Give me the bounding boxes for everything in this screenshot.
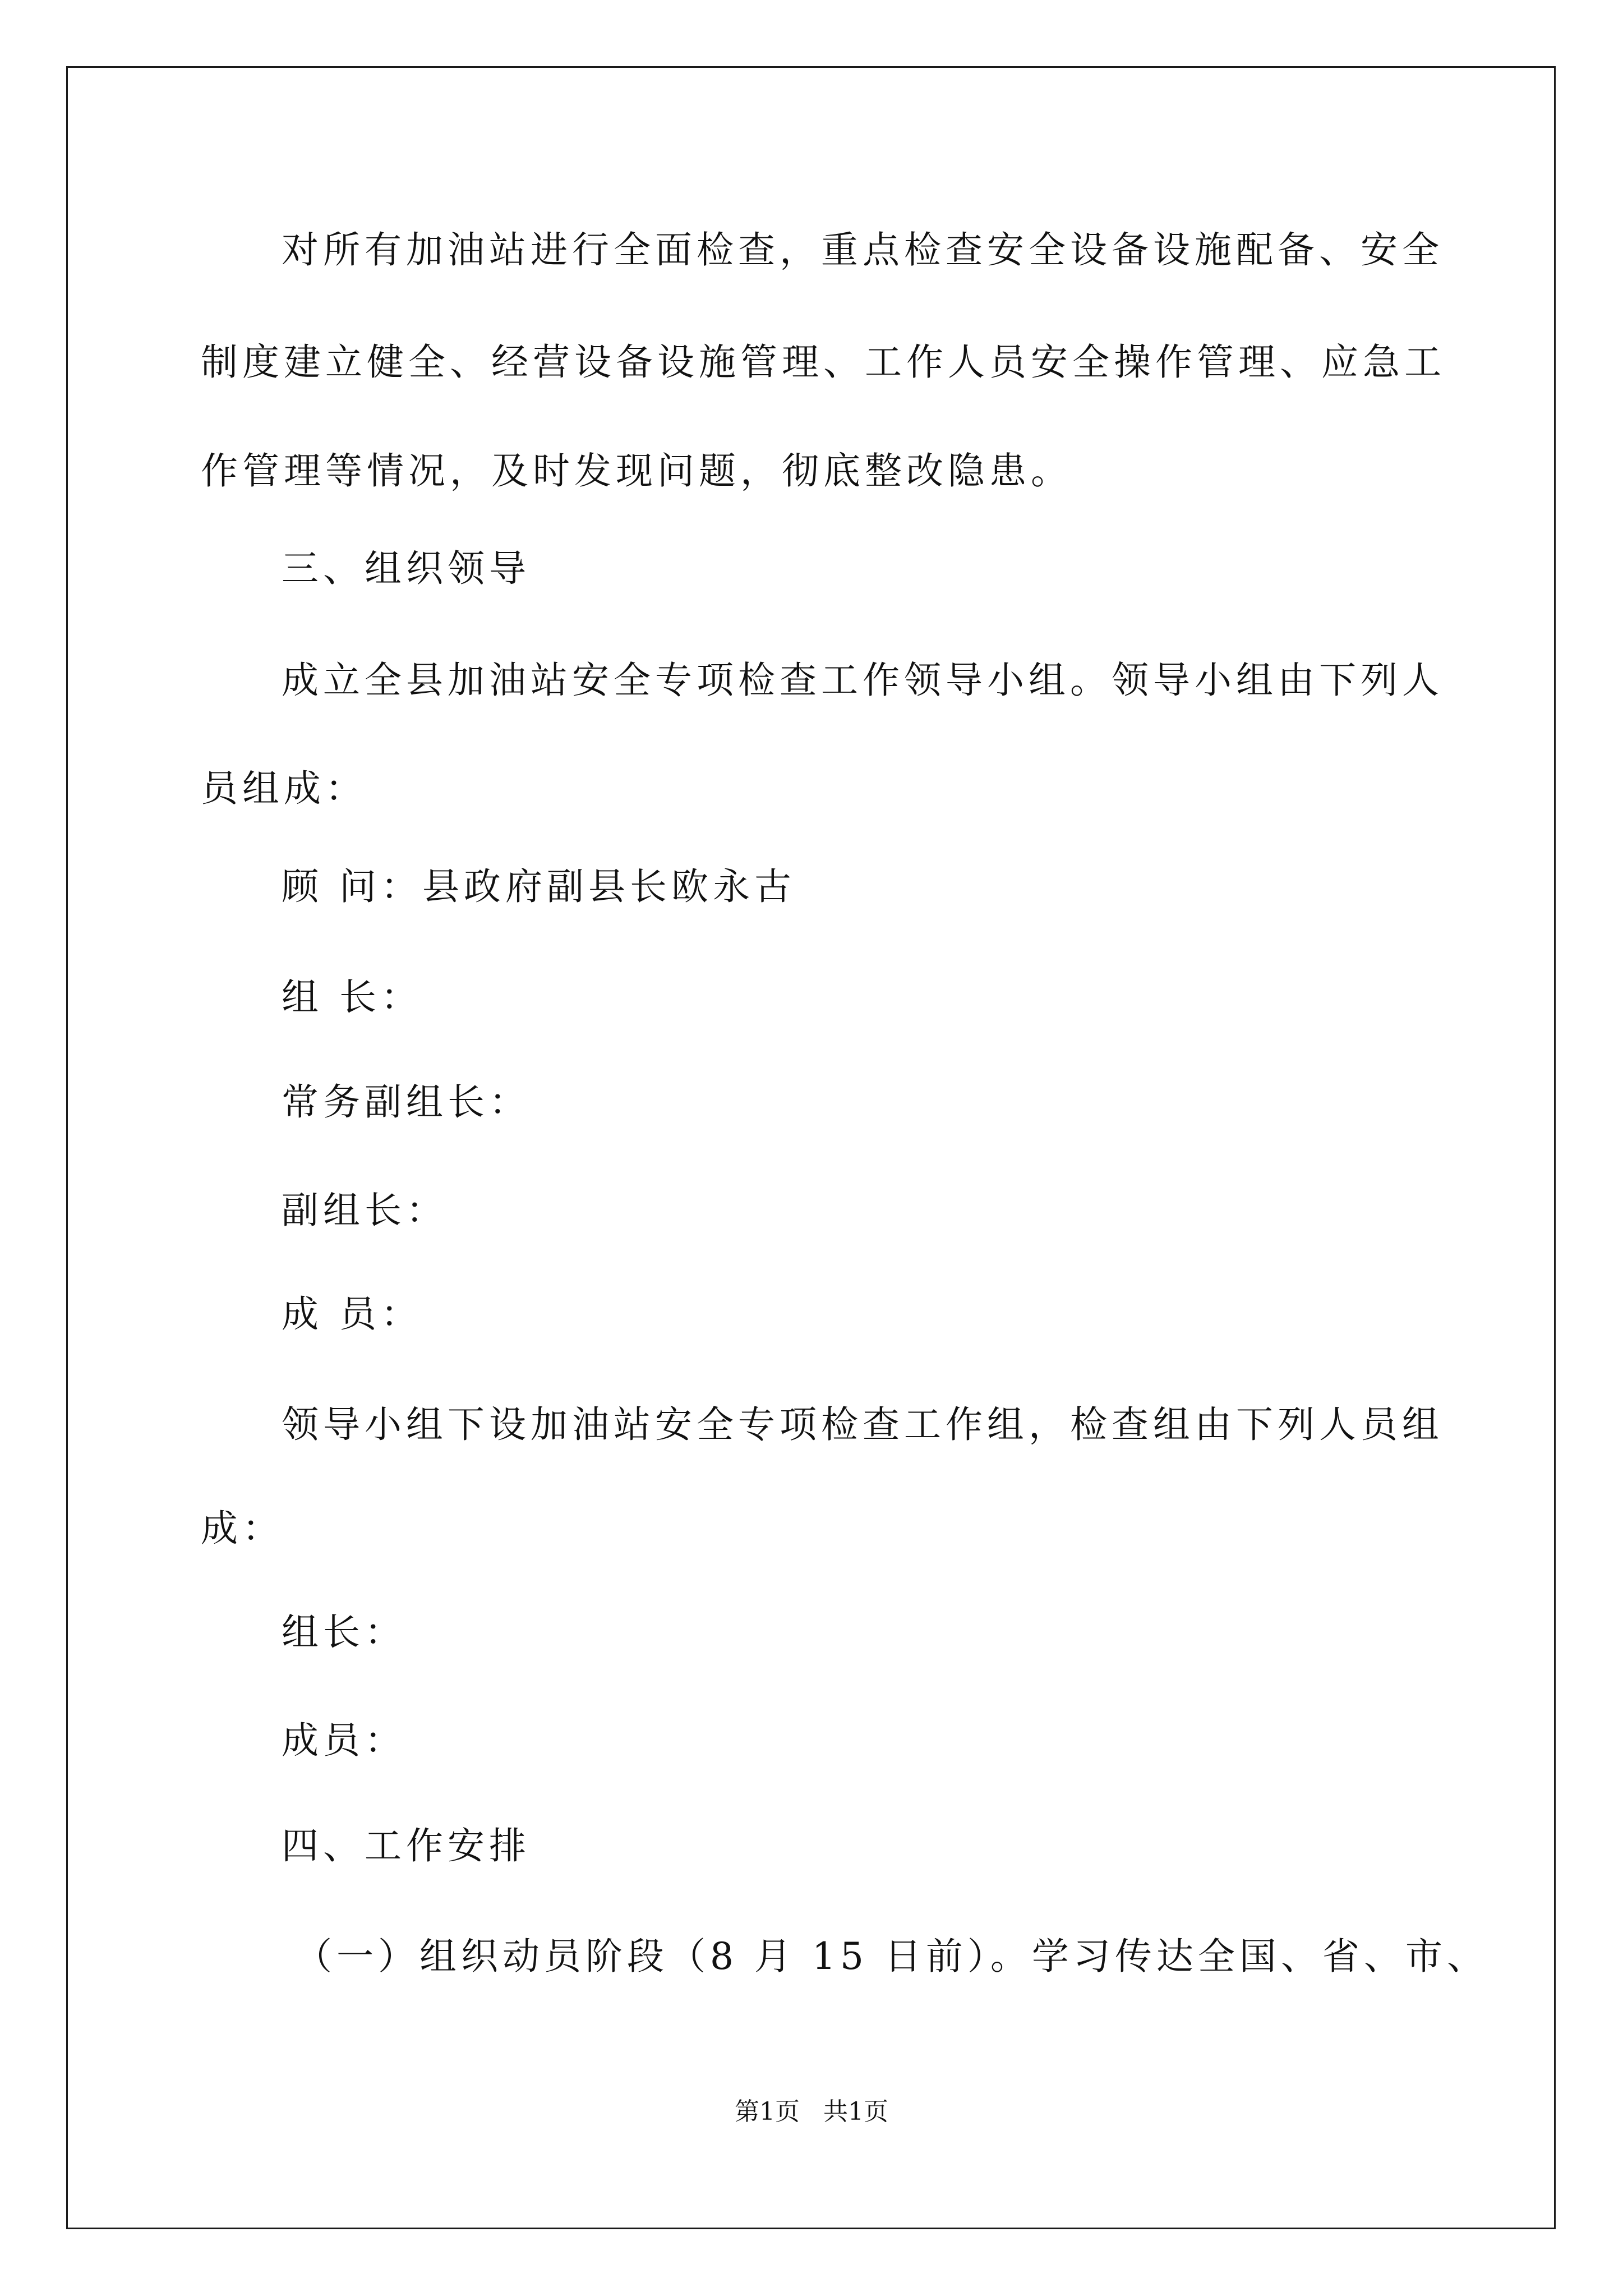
body-line-3: 作管理等情况，及时发现问题，彻底整改隐患。 xyxy=(201,449,1072,493)
page-footer: 第1页 共1页 xyxy=(735,2097,888,2126)
body-line-1: 对所有加油站进行全面检查，重点检查安全设备设施配备、安全 xyxy=(282,228,1444,272)
group-leader-line: 组长： xyxy=(282,1611,406,1654)
body-line-5: 成立全县加油站安全专项检查工作领导小组。领导小组由下列人 xyxy=(282,659,1444,702)
section-heading-3: 三、组织领导 xyxy=(282,547,531,590)
section-heading-4: 四、工作安排 xyxy=(282,1824,531,1867)
deputy-leader-line: 副组长： xyxy=(282,1189,448,1232)
body-line-12: 领导小组下设加油站安全专项检查工作组，检查组由下列人员组 xyxy=(282,1403,1444,1446)
leader-line: 组 长： xyxy=(282,976,422,1019)
advisor-line: 顾 问：县政府副县长欧永古 xyxy=(282,865,796,908)
body-line-13: 成： xyxy=(201,1507,284,1550)
executive-deputy-line: 常务副组长： xyxy=(282,1080,531,1124)
body-line-2: 制度建立健全、经营设备设施管理、工作人员安全操作管理、应急工 xyxy=(201,341,1446,384)
members-line: 成 员： xyxy=(282,1292,422,1336)
body-line-6: 员组成： xyxy=(201,767,367,810)
page-border xyxy=(66,66,1556,2229)
body-line-17: （一）组织动员阶段（8 月 15 日前）。学习传达全国、省、市、 xyxy=(295,1935,1488,1978)
group-members-line: 成员： xyxy=(282,1719,406,1762)
